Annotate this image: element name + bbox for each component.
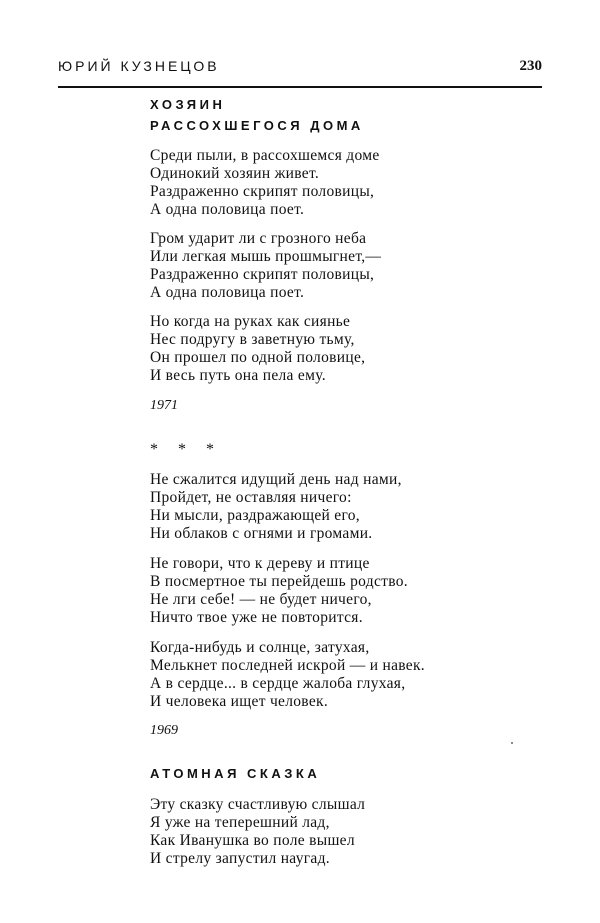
poem-date: 1969 [150, 723, 178, 738]
verse-line: Не лги себе! — не будет ничего, [150, 591, 372, 608]
verse-line: Он прошел по одной половице, [150, 349, 366, 366]
verse-line: Гром ударит ли с грозного неба [150, 230, 367, 247]
verse-line: Эту сказку счастливую слышал [150, 796, 366, 813]
verse-line: Или легкая мышь прошмыгнет,— [150, 248, 382, 265]
poem-title-line: РАССОХШЕГОСЯ ДОМА [150, 118, 364, 133]
verse-line: Мелькнет последней искрой — и навек. [150, 657, 425, 674]
verse-line: Когда-нибудь и солнце, затухая, [150, 639, 370, 656]
verse-line: И весь путь она пела ему. [150, 367, 326, 384]
verse-line: Ни мысли, раздражающей его, [150, 507, 360, 524]
verse-line: А одна половица поет. [150, 284, 305, 301]
verse-line: Среди пыли, в рассохшемся доме [150, 147, 380, 164]
verse-line: А одна половица поет. [150, 201, 305, 218]
verse-line: Не сжалится идущий день над нами, [150, 471, 402, 488]
poem-title-line: АТОМНАЯ СКАЗКА [150, 766, 321, 781]
verse-line: Ничто твое уже не повторится. [150, 609, 363, 626]
verse-line: Одинокий хозяин живет. [150, 165, 320, 182]
verse-line: Как Иванушка во поле вышел [150, 832, 355, 849]
page-header [58, 52, 542, 82]
poem-title-line: ХОЗЯИН [150, 97, 226, 112]
verse-line: Не говори, что к дереву и птице [150, 555, 370, 572]
verse-line: И стрелу запустил наугад. [150, 850, 330, 867]
print-speck [511, 742, 513, 744]
verse-line: Но когда на руках как сиянье [150, 313, 351, 330]
verse-line: Ни облаков с огнями и громами. [150, 525, 373, 542]
verse-line: Раздраженно скрипят половицы, [150, 266, 375, 283]
verse-line: Нес подругу в заветную тьму, [150, 331, 355, 348]
verse-line: Я уже на теперешний лад, [150, 814, 330, 831]
page-number: 230 [519, 58, 542, 74]
running-head: ЮРИЙ КУЗНЕЦОВ [58, 58, 220, 74]
verse-line: Пройдет, не оставляя ничего: [150, 489, 352, 506]
section-asterisks: * * * [150, 441, 222, 458]
verse-line: В посмертное ты перейдешь родство. [150, 573, 408, 590]
poem-date: 1971 [150, 398, 178, 413]
verse-line: А в сердце... в сердце жалоба глухая, [150, 675, 406, 692]
verse-line: И человека ищет человек. [150, 693, 329, 710]
header-rule [58, 86, 542, 88]
verse-line: Раздраженно скрипят половицы, [150, 183, 375, 200]
